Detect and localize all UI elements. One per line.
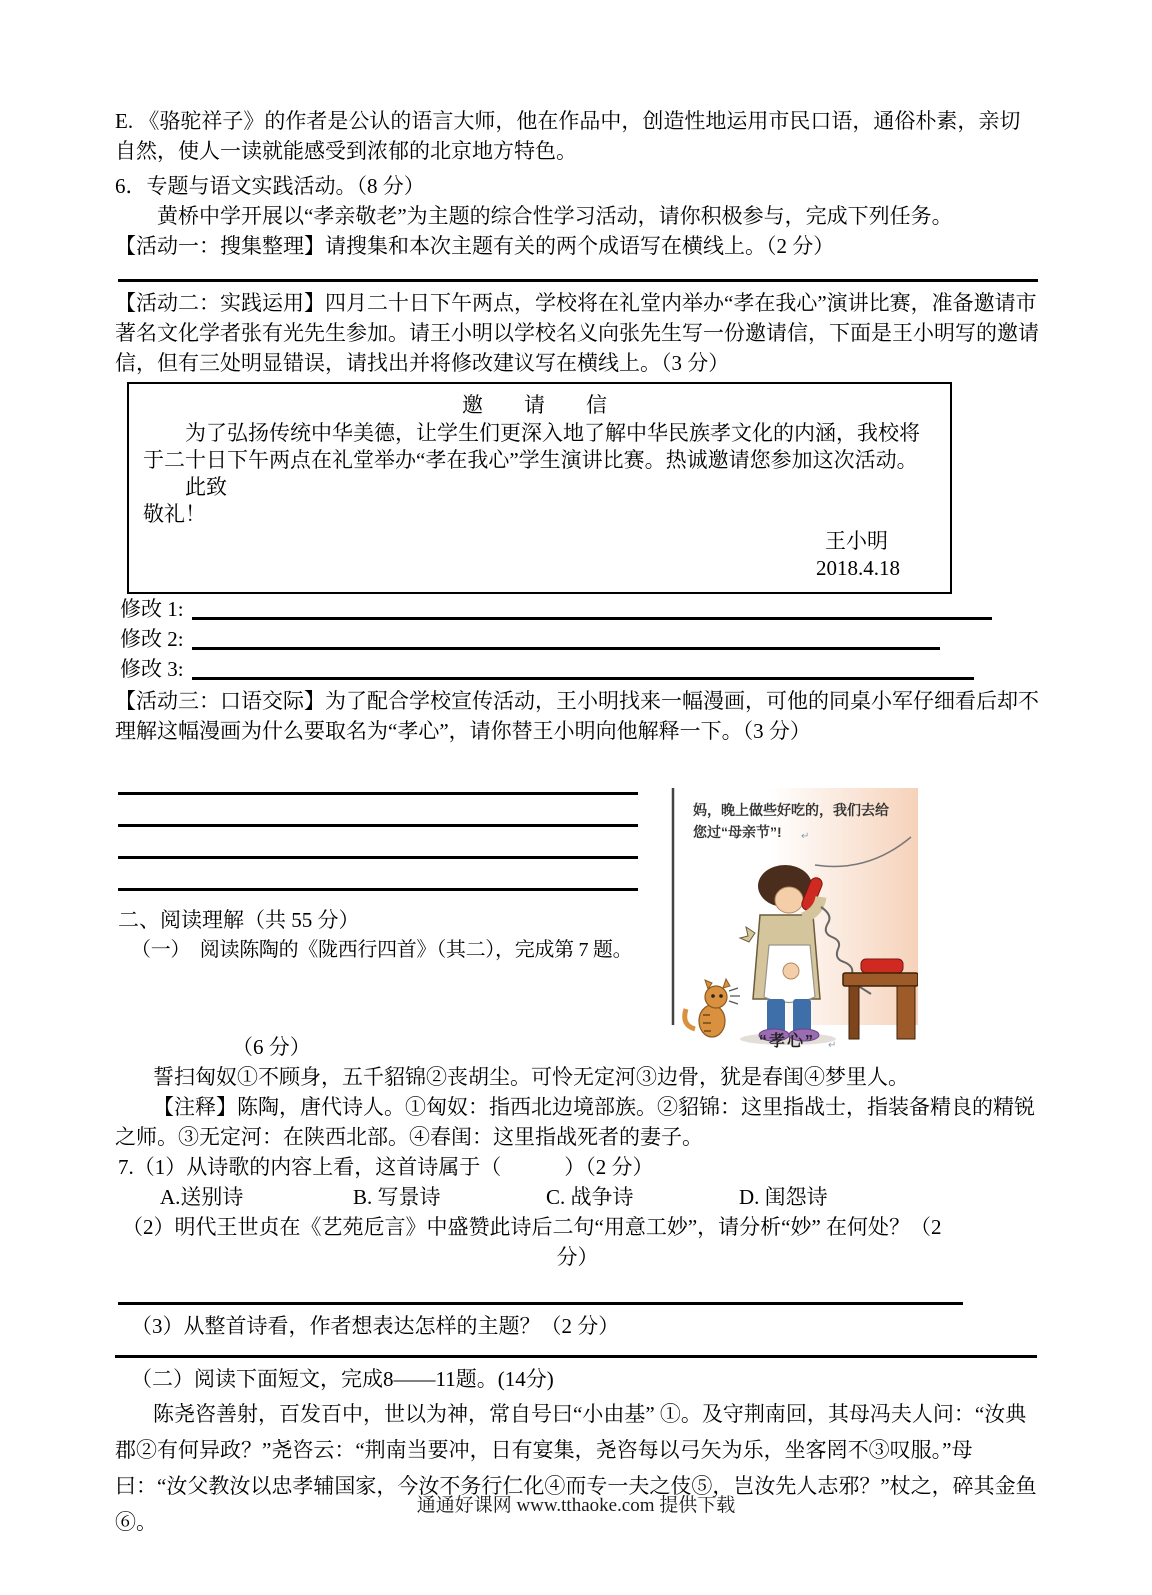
- comic-woman-pants-right: [793, 999, 811, 1033]
- fix-1-label: 修改 1:: [120, 597, 184, 621]
- comic-desk-top: [843, 973, 918, 986]
- comic-woman-hands: [783, 963, 799, 979]
- comic-woman-face: [775, 887, 803, 913]
- comic-woman-pants-left: [767, 999, 785, 1033]
- letter-signer: 王小明: [825, 529, 888, 553]
- activity-3-answer-line-4: [118, 888, 638, 891]
- return-mark: ↵: [801, 831, 810, 842]
- page-footer: 通通好课网 www.tthaoke.com 提供下载: [416, 1495, 736, 1516]
- fix-row-2: [120, 624, 1040, 654]
- choice-item-e: E. 《骆驼祥子》的作者是公认的语言大师，他在作品中，创造性地运用市民口语，通俗朴素，亲切自然，使人一读就能感受到浓郁的北京地方特色。: [115, 109, 1021, 163]
- part-2-intro: （二）阅读下面短文，完成8——11题。(14分): [131, 1367, 554, 1391]
- return-mark-2: ↵: [828, 1040, 837, 1051]
- comic-cat-body: [699, 1005, 725, 1037]
- activity-1-answer-line: [118, 279, 1038, 282]
- exam-page: [115, 106, 1040, 1540]
- fix-3-label: 修改 3:: [120, 657, 184, 681]
- speech-bubble-text-line2: 您过“母亲节”!: [693, 824, 782, 840]
- letter-date: 2018.4.18: [816, 556, 900, 580]
- option-b: B. 写景诗: [353, 1185, 441, 1209]
- letter-salute: 此致: [185, 475, 227, 499]
- option-a: A.送别诗: [160, 1185, 244, 1209]
- letter-title: 邀 请 信: [462, 393, 617, 417]
- question-7-3-answer-line: [115, 1355, 1037, 1358]
- fix-2-label: 修改 2:: [120, 627, 184, 651]
- activity-3-answer-line-2: [118, 824, 638, 827]
- activity-3-prompt: 【活动三：口语交际】为了配合学校宣传活动，王小明找来一幅漫画，可他的同桌小军仔细看后却不理解这幅漫画为什么要取名为“孝心”，请你替王小明向他解释一下。（3 分）: [115, 689, 1039, 743]
- comic-image: [663, 784, 918, 1052]
- classical-passage: 陈尧咨善射，百发百中，世以为神，常自号曰“小由基” ①。及守荆南回，其母冯夫人问：“汝典郡②有何异政？”尧咨云：“荆南当要冲，日有宴集，尧咨每以弓矢为乐，坐客罔不③叹服。”母曰：“汝父教汝以忠孝辅国家，今汝不务行仁化④而专一夫之伎⑤，岂汝先人志邪？”杖之，碎其金鱼⑥。: [115, 1402, 1037, 1534]
- comic-caption: “孝心”: [759, 1033, 816, 1050]
- comic-cat-eye-right: [719, 994, 723, 998]
- poem-text: 誓扫匈奴①不顾身，五千貂锦②丧胡尘。可怜无定河③边骨，犹是春闺④梦里人。: [153, 1065, 909, 1089]
- fix-row-3: [120, 654, 1040, 684]
- comic-desk-leg: [849, 986, 859, 1039]
- option-c: C. 战争诗: [546, 1185, 634, 1209]
- fix-2-answer-line: [192, 647, 940, 650]
- question-7-1-options: [160, 1182, 1040, 1212]
- question-7-3: （3）从整首诗看，作者想表达怎样的主题？（2 分）: [131, 1314, 620, 1338]
- comic-desk-side: [897, 986, 915, 1039]
- fix-1-answer-line: [192, 617, 992, 620]
- question-7-2: （2）明代王世贞在《艺苑卮言》中盛赞此诗后二句“用意工妙”，请分析“妙” 在何处？（2: [122, 1215, 942, 1239]
- part-1-points: （6 分）: [232, 1035, 311, 1059]
- question-7-1: 7.（1）从诗歌的内容上看，这首诗属于（ ）（2 分）: [118, 1155, 654, 1179]
- letter-salute-2: 敬礼！: [143, 502, 206, 526]
- question-6-intro: 黄桥中学开展以“孝亲敬老”为主题的综合性学习活动，请你积极参与，完成下列任务。: [157, 204, 953, 228]
- fix-row-1: [120, 594, 1040, 624]
- section-2-heading: 二、阅读理解（共 55 分）: [118, 908, 360, 932]
- option-d: D. 闺怨诗: [739, 1185, 828, 1209]
- question-7-2-answer-line: [118, 1302, 963, 1305]
- activity-1-prompt: 【活动一：搜集整理】请搜集和本次主题有关的两个成语写在横线上。（2 分）: [115, 234, 835, 258]
- question-6-heading: 6．专题与语文实践活动。（8 分）: [115, 174, 425, 198]
- comic-phone-base: [861, 959, 903, 973]
- comic-cat-eye-left: [711, 994, 715, 998]
- activity-2-prompt: 【活动二：实践运用】四月二十日下午两点，学校将在礼堂内举办“孝在我心”演讲比赛，准备邀请市著名文化学者张有光先生参加。请王小明以学校名义向张先生写一份邀请信，下面是王小明写的邀请信，但有三处明显错误，请找出并将修改建议写在横线上。（3 分）: [115, 291, 1039, 375]
- activity-3-answer-line-1: [118, 792, 638, 795]
- question-7-2-continuation: 分）: [556, 1245, 599, 1269]
- fix-3-answer-line: [192, 677, 974, 680]
- activity-3-answer-line-3: [118, 856, 638, 859]
- invitation-letter-box: [127, 382, 952, 594]
- letter-body: 为了弘扬传统中华美德，让学生们更深入地了解中华民族孝文化的内涵，我校将于二十日下午两点在礼堂举办“孝在我心”学生演讲比赛。热诚邀请您参加这次活动。: [143, 421, 920, 472]
- poem-notes: 【注释】陈陶，唐代诗人。①匈奴：指西北边境部族。②貂锦：这里指战士，指装备精良的精锐之师。③无定河：在陕西北部。④春闺：这里指战死者的妻子。: [115, 1095, 1035, 1149]
- speech-bubble-text-line1: 妈，晚上做些好吃的，我们去给: [693, 802, 889, 818]
- part-1-intro: （一） 阅读陈陶的《陇西行四首》（其二），完成第 7 题。: [131, 939, 633, 961]
